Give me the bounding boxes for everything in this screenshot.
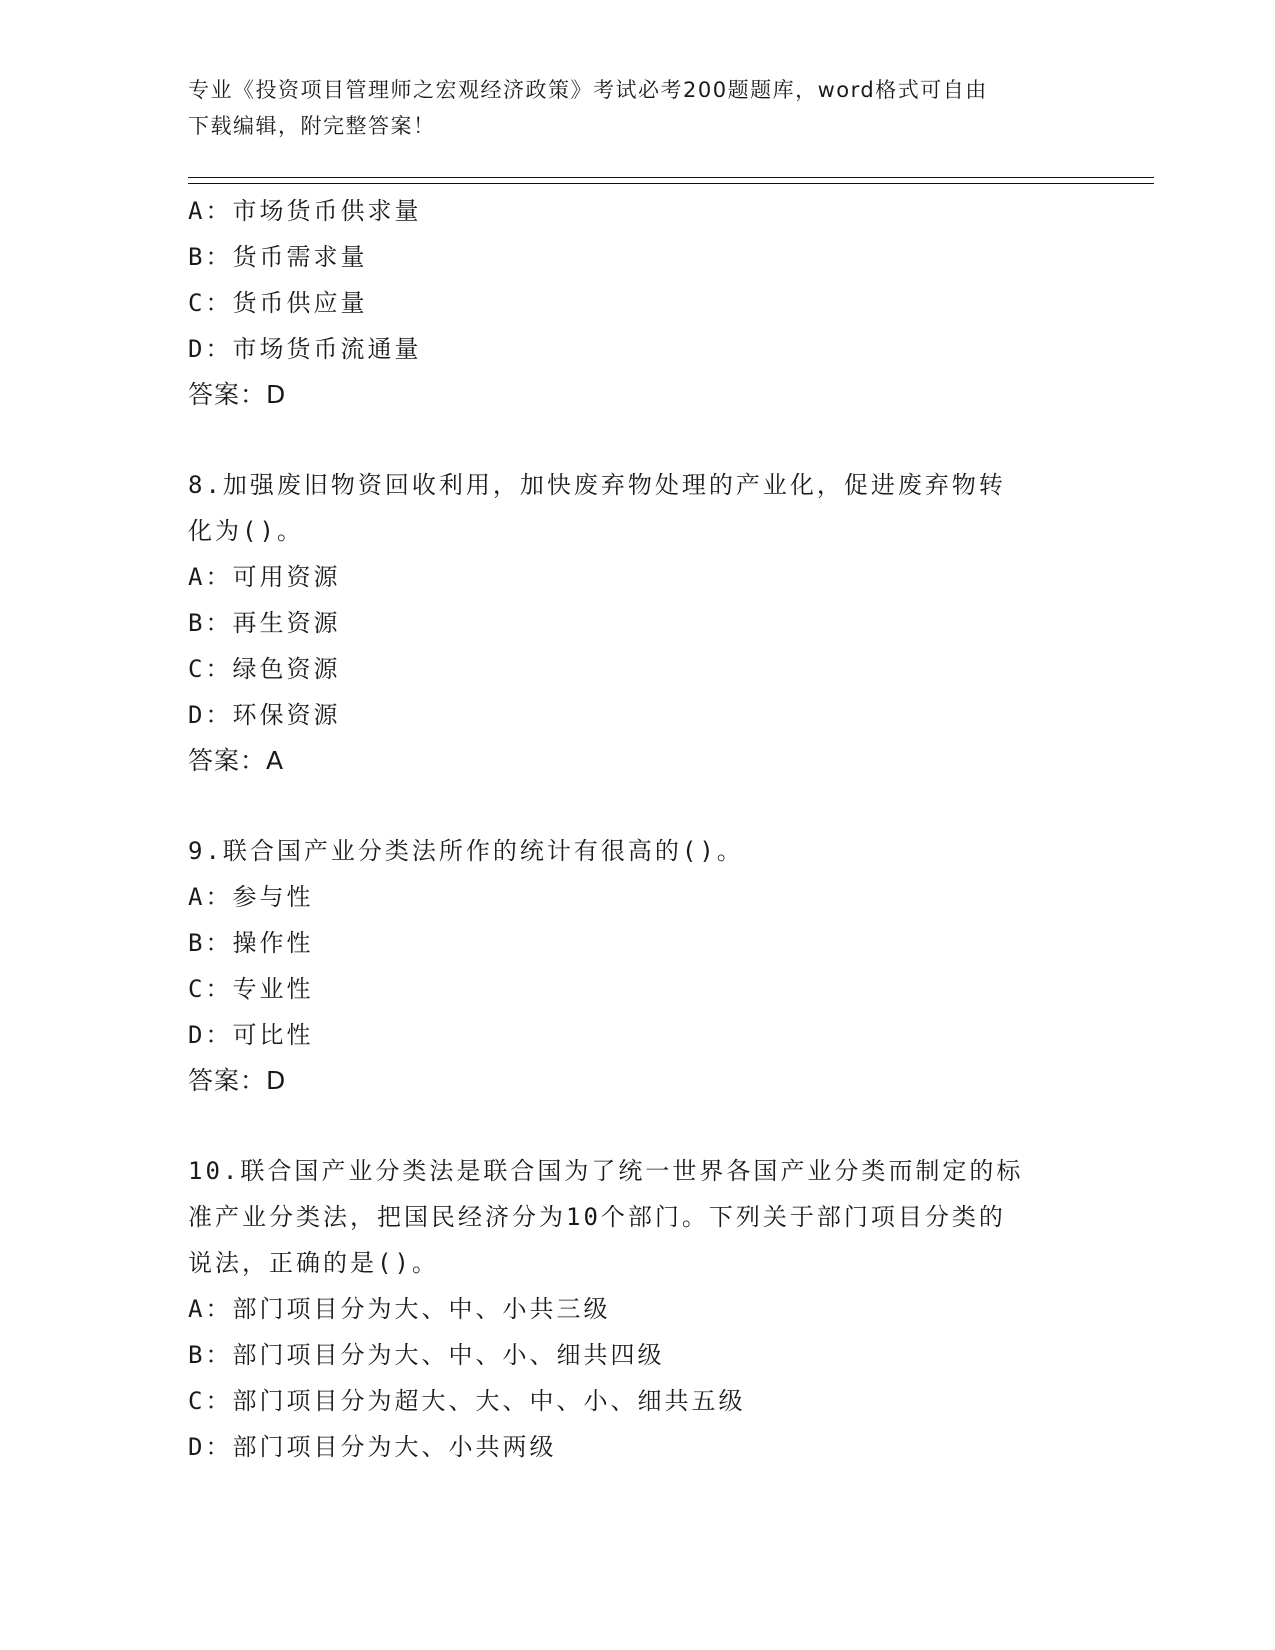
option-d: D：环保资源 <box>188 701 341 729</box>
option-c: C：专业性 <box>188 975 314 1003</box>
question-text: 化为()。 <box>188 517 304 545</box>
option-a: A：可用资源 <box>188 563 341 591</box>
question-7 <box>188 188 1088 418</box>
spacer <box>188 418 1088 462</box>
option-a: A：参与性 <box>188 883 314 911</box>
question-text: 9.联合国产业分类法所作的统计有很高的()。 <box>188 837 744 865</box>
option-b: B：货币需求量 <box>188 243 368 271</box>
question-10 <box>188 1148 1088 1470</box>
option-a: A：部门项目分为大、中、小共三级 <box>188 1295 611 1323</box>
header-divider-top <box>188 177 1154 178</box>
question-text: 准产业分类法，把国民经济分为10个部门。下列关于部门项目分类的 <box>188 1203 1006 1231</box>
question-list <box>188 188 1088 1470</box>
option-b: B：操作性 <box>188 929 314 957</box>
question-9 <box>188 828 1088 1104</box>
header-line-2: 下载编辑，附完整答案！ <box>188 114 436 138</box>
question-text: 8.加强废旧物资回收利用，加快废弃物处理的产业化，促进废弃物转 <box>188 471 1006 499</box>
option-d: D：可比性 <box>188 1021 314 1049</box>
answer-text: 答案：D <box>188 1066 287 1095</box>
option-d: D：市场货币流通量 <box>188 335 422 363</box>
document-header <box>188 72 1088 144</box>
option-b: B：再生资源 <box>188 609 341 637</box>
option-c: C：部门项目分为超大、大、中、小、细共五级 <box>188 1387 746 1415</box>
header-line-1: 专业《投资项目管理师之宏观经济政策》考试必考200题题库，word格式可自由 <box>188 78 988 102</box>
option-b: B：部门项目分为大、中、小、细共四级 <box>188 1341 665 1369</box>
option-c: C：货币供应量 <box>188 289 368 317</box>
spacer <box>188 784 1088 828</box>
answer-text: 答案：A <box>188 746 285 775</box>
question-8 <box>188 462 1088 784</box>
question-text: 说法，正确的是()。 <box>188 1249 439 1277</box>
spacer <box>188 1104 1088 1148</box>
option-d: D：部门项目分为大、小共两级 <box>188 1433 557 1461</box>
option-c: C：绿色资源 <box>188 655 341 683</box>
header-divider-bottom <box>188 183 1154 184</box>
answer-text: 答案：D <box>188 380 287 409</box>
option-a: A：市场货币供求量 <box>188 197 422 225</box>
question-text: 10.联合国产业分类法是联合国为了统一世界各国产业分类而制定的标 <box>188 1157 1024 1185</box>
